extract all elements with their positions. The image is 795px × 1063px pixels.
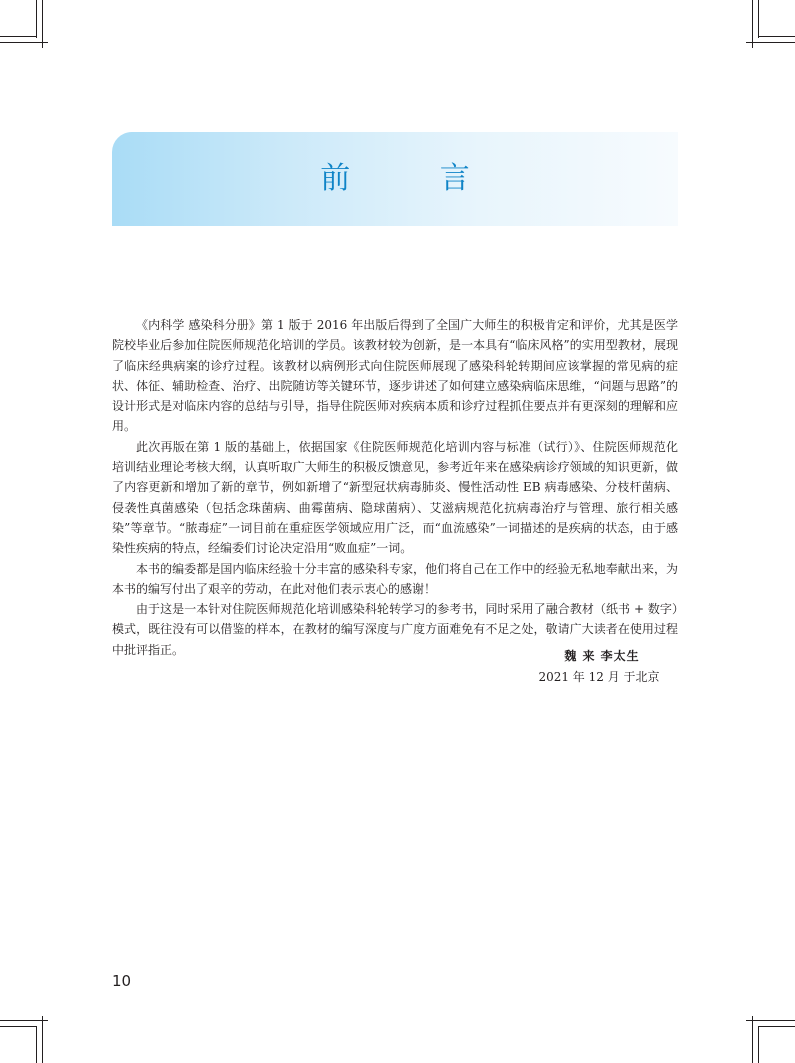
preface-body [112, 315, 678, 660]
paragraph: 《内科学 感染科分册》第 1 版于 2016 年出版后得到了全国广大师生的积极肯定和评价，尤其是医学院校毕业后参加住院医师规范化培训的学员。该教材较为创新，是一本具有“临床风格”的实用型教材，展现了临床经典病案的诊疗过程。该教材以病例形式向住院医师展现了感染科轮转期间应该掌握的常见病的症状、体征、辅助检查、治疗、出院随访等关键环节，逐步讲述了如何建立感染病临床思维，“问题与思路”的设计形式是对临床内容的总结与引导，指导住院医师对疾病本质和诊疗过程抓住要点并有更深刻的理解和应用。 [112, 318, 678, 434]
signature-authors: 魏 来 李太生 [564, 649, 640, 663]
crop-mark [758, 0, 759, 38]
title-banner [112, 132, 678, 226]
crop-mark [752, 1016, 753, 1063]
crop-mark [42, 1016, 43, 1063]
page-number: 10 [112, 972, 132, 990]
crop-mark [36, 1026, 37, 1063]
signature-date: 2021 年 12 月 于北京 [538, 670, 660, 684]
crop-mark [746, 1020, 795, 1021]
paragraph: 此次再版在第 1 版的基础上，依据国家《住院医师规范化培训内容与标准（试行）》、住院医师规范化培训结业理论考核大纲，认真听取广大师生的积极反馈意见，参考近年来在感染病诊疗领域的知识更新，做了内容更新和增加了新的章节，例如新增了“新型冠状病毒肺炎、慢性活动性 EB 病毒感染、分枝杆菌病、侵袭性真菌感染（包括念珠菌病、曲霉菌病、隐球菌病）、艾滋病规范化抗病毒治疗与管理、旅行相关感染”等章节。“脓毒症”一词目前在重症医学领域应用广泛，而“血流感染”一词描述的是疾病的状态，由于感染性疾病的特点，经编委们讨论决定沿用“败血症”一词。 [112, 439, 678, 556]
crop-mark [0, 1026, 36, 1027]
crop-mark [758, 1026, 795, 1027]
signature-block [520, 646, 678, 688]
paragraph: 由于这是一本针对住院医师规范化培训感染科轮转学习的参考书，同时采用了融合教材（纸书 + 数字）模式，既往没有可以借鉴的样本，在教材的编写深度与广度方面难免有不足之处，敬请广大读者在使用过程中批评指正。 [112, 602, 678, 657]
crop-mark [758, 1026, 759, 1063]
page-title: 前 言 [320, 161, 510, 196]
crop-mark [752, 0, 753, 48]
crop-mark [0, 42, 48, 43]
paragraph: 本书的编委都是国内临床经验十分丰富的感染科专家，他们将自己在工作中的经验无私地奉献出来，为本书的编写付出了艰辛的劳动，在此对他们表示衷心的感谢！ [112, 561, 678, 596]
crop-mark [746, 42, 795, 43]
crop-mark [0, 1020, 48, 1021]
crop-mark [0, 36, 36, 37]
crop-mark [36, 0, 37, 38]
crop-mark [758, 36, 795, 37]
crop-mark [42, 0, 43, 48]
